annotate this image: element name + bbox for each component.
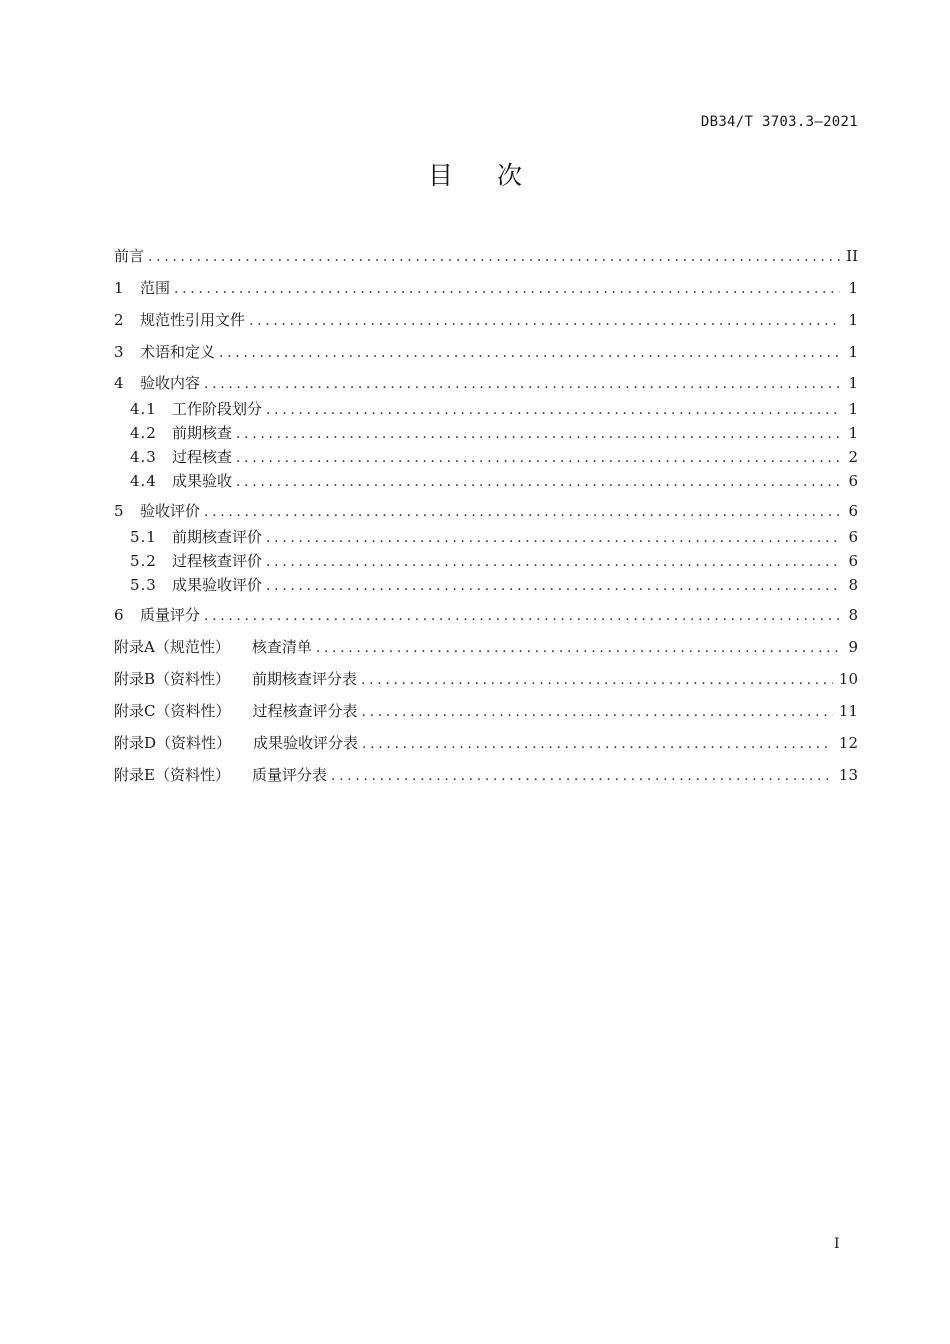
toc-entry-title: 验收评价 — [140, 502, 201, 520]
toc-entry-number: 5.3 — [130, 576, 157, 594]
toc-entry[interactable] — [114, 501, 858, 521]
toc-leader-dots — [362, 702, 833, 722]
toc-entry-annex-label: 附录D（资料性） — [114, 734, 232, 752]
toc-entry[interactable] — [114, 423, 858, 443]
toc-entry-page: 1 — [848, 279, 858, 297]
toc-entry-page: 6 — [848, 502, 858, 520]
toc-leader-dots — [204, 606, 840, 626]
toc-leader-dots — [219, 343, 840, 363]
toc-entry-number: 2 — [114, 311, 124, 329]
toc-entry[interactable] — [114, 310, 858, 330]
toc-entry-number: 4.1 — [130, 400, 157, 418]
toc-entry-title: 成果验收评价 — [172, 576, 263, 594]
toc-entry-title: 规范性引用文件 — [140, 311, 246, 329]
toc-entry-number: 1 — [114, 279, 124, 297]
toc-entry-annex-label: 附录A（规范性） — [114, 638, 230, 656]
toc-entry[interactable] — [114, 527, 858, 547]
document-code: DB34/T 3703.3—2021 — [700, 114, 858, 130]
toc-entry[interactable] — [114, 765, 858, 785]
toc-entry-page: 6 — [848, 552, 858, 570]
toc-entry-number: 4.4 — [130, 472, 157, 490]
toc-entry-page: 11 — [838, 702, 858, 720]
toc-leader-dots — [361, 670, 833, 690]
toc-entry-number: 4.3 — [130, 448, 157, 466]
toc-entry-annex-label: 附录E（资料性） — [114, 766, 230, 784]
toc-entry-number: 4.2 — [130, 424, 157, 442]
toc-leader-dots — [266, 528, 840, 548]
toc-entry[interactable] — [114, 637, 858, 657]
toc-leader-dots — [236, 448, 840, 468]
toc-entry-title: 范围 — [140, 279, 171, 297]
toc-entry-title: 前期核查评分表 — [252, 670, 358, 688]
toc-entry-title: 验收内容 — [140, 374, 201, 392]
toc-entry[interactable] — [114, 605, 858, 625]
toc-leader-dots — [266, 400, 840, 420]
toc-entry-title: 过程核查评价 — [172, 552, 263, 570]
toc-entry-page: 6 — [848, 472, 858, 490]
toc-entry[interactable] — [114, 246, 858, 266]
toc-entry-page: 6 — [848, 528, 858, 546]
toc-leader-dots — [204, 374, 840, 394]
toc-entry-page: 12 — [838, 734, 858, 752]
toc-entry-page: 8 — [848, 606, 858, 624]
toc-entry-page: 10 — [838, 670, 858, 688]
toc-entry-title: 质量评分 — [140, 606, 201, 624]
toc-entry[interactable] — [114, 399, 858, 419]
toc-leader-dots — [249, 311, 840, 331]
toc-entry-title: 过程核查 — [172, 448, 233, 466]
toc-leader-dots — [148, 247, 840, 267]
toc-entry-title: 成果验收 — [172, 472, 233, 490]
toc-entry[interactable] — [114, 669, 858, 689]
toc-entry-page: 13 — [838, 766, 858, 784]
toc-entry[interactable] — [114, 278, 858, 298]
toc-entry-page: 1 — [848, 400, 858, 418]
toc-entry[interactable] — [114, 373, 858, 393]
toc-leader-dots — [266, 576, 840, 596]
toc-entry[interactable] — [114, 733, 858, 753]
toc-entry-page: 1 — [848, 424, 858, 442]
toc-entry[interactable] — [114, 471, 858, 491]
toc-entry-number: 6 — [114, 606, 124, 624]
toc-entry-title: 质量评分表 — [251, 766, 327, 784]
toc-entry-page: 9 — [848, 638, 858, 656]
toc-entry-title: 工作阶段划分 — [172, 400, 263, 418]
page-title: 目次 — [427, 161, 566, 190]
toc-leader-dots — [174, 279, 840, 299]
page-number: I — [834, 1236, 840, 1252]
toc-entry[interactable] — [114, 575, 858, 595]
toc-leader-dots — [236, 472, 840, 492]
toc-entry-number: 5.2 — [130, 552, 157, 570]
toc-entry-title: 术语和定义 — [140, 343, 216, 361]
toc-leader-dots — [331, 766, 833, 786]
toc-leader-dots — [362, 734, 833, 754]
toc-entry[interactable] — [114, 551, 858, 571]
toc-entry-page: 1 — [848, 343, 858, 361]
toc-entry-number: 3 — [114, 343, 124, 361]
toc-entry-title: 前期核查 — [172, 424, 233, 442]
toc-entry-annex-label: 附录C（资料性） — [114, 702, 231, 720]
toc-entry-number: 5 — [114, 502, 124, 520]
toc-entry-annex-label: 附录B（资料性） — [114, 670, 231, 688]
toc-entry[interactable] — [114, 701, 858, 721]
toc-leader-dots — [204, 502, 840, 522]
toc-entry[interactable] — [114, 342, 858, 362]
toc-entry-title: 过程核查评分表 — [252, 702, 358, 720]
toc-entry-page: 1 — [848, 374, 858, 392]
toc-entry-title: 核查清单 — [251, 638, 312, 656]
toc-entry-number: 5.1 — [130, 528, 157, 546]
toc-entry-page: 1 — [848, 311, 858, 329]
toc-entry-page: II — [846, 247, 858, 265]
toc-entry[interactable] — [114, 447, 858, 467]
toc-entry-title: 成果验收评分表 — [253, 734, 359, 752]
toc-entry-number: 4 — [114, 374, 124, 392]
toc-leader-dots — [316, 638, 840, 658]
toc-entry-title: 前期核查评价 — [172, 528, 263, 546]
toc-entry-title: 前言 — [114, 247, 145, 265]
toc-leader-dots — [236, 424, 840, 444]
toc-entry-page: 8 — [848, 576, 858, 594]
toc-entry-page: 2 — [848, 448, 858, 466]
toc-leader-dots — [266, 552, 840, 572]
